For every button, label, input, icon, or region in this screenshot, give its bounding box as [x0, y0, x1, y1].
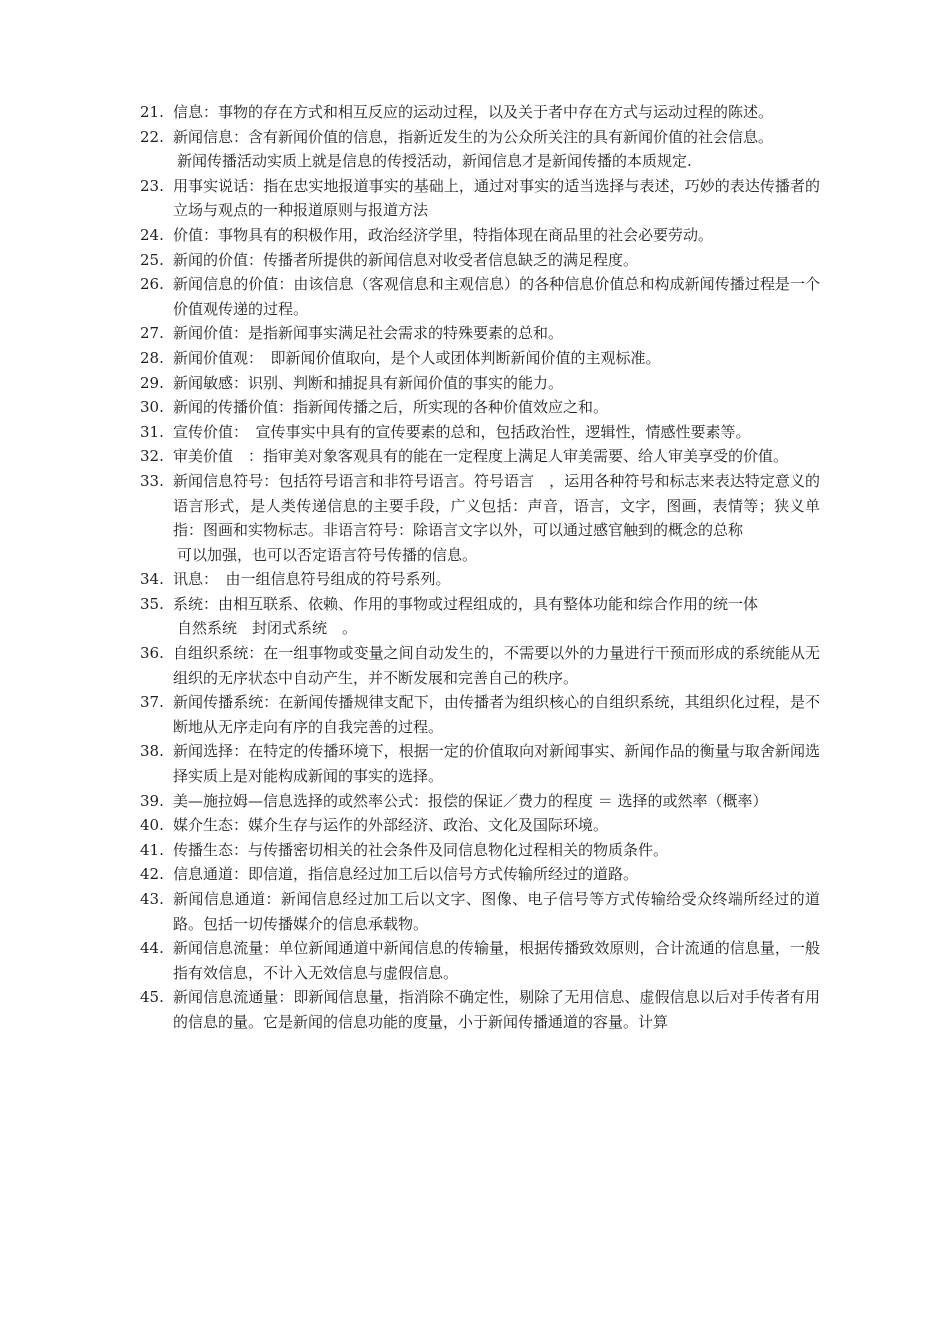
entry-number: 34. [140, 570, 164, 589]
entry-text: 新闻价值观： 即新闻价值取向，是个人或团体判断新闻价值的主观标准。 [173, 348, 661, 367]
entry-text: 新闻信息：含有新闻价值的信息，指新近发生的为公众所关注的具有新闻价值的社会信息。 [173, 127, 774, 146]
entry-text: 新闻价值：是指新闻事实满足社会需求的特殊要素的总和。 [173, 324, 564, 343]
entry-number: 26. [140, 275, 164, 294]
entry-text: 讯息： 由一组信息符号组成的符号系列。 [173, 570, 451, 589]
entry-number: 33. [140, 471, 164, 490]
entry-number: 27. [140, 324, 164, 343]
definition-entry [140, 567, 820, 592]
entry-text: 新闻传播系统：在新闻传播规律支配下，由传播者为组织核心的自组织系统，其组织化过程，是不断地从无序走向有序的自我完善的过程。 [173, 693, 820, 736]
definition-entry [140, 739, 820, 788]
definition-entry [140, 125, 820, 150]
definition-entry [140, 887, 820, 936]
entry-number: 30. [140, 398, 164, 417]
entry-number: 45. [140, 988, 164, 1007]
entry-text: 新闻信息的价值：由该信息（客观信息和主观信息）的各种信息价值总和构成新闻传播过程是一个价值观传递的过程。 [173, 275, 820, 318]
entry-text: 价值：事物具有的积极作用，政治经济学里，特指体现在商品里的社会必要劳动。 [173, 225, 714, 244]
entry-text: 媒介生态：媒介生存与运作的外部经济、政治、文化及国际环境。 [173, 816, 609, 835]
definition-entry [140, 371, 820, 396]
definition-entry [140, 641, 820, 690]
continuation-paragraph: 可以加强，也可以否定语言符号传播的信息。 [177, 545, 478, 564]
entry-number: 28. [140, 348, 164, 367]
definition-entry [140, 100, 820, 125]
entry-text: 审美价值 ：指审美对象客观具有的能在一定程度上满足人审美需要、给人审美享受的价值。 [173, 447, 789, 466]
definition-entry [140, 690, 820, 739]
entry-text: 新闻选择：在特定的传播环境下，根据一定的价值取向对新闻事实、新闻作品的衡量与取舍新闻选择实质上是对能构成新闻的事实的选择。 [173, 742, 820, 786]
definition-entry [140, 346, 820, 371]
definition-entry [140, 174, 820, 223]
entry-text: 新闻信息通道：新闻信息经过加工后以文字、图像、电子信号等方式传输给受众终端所经过的道路。包括一切传播媒介的信息承载物。 [173, 890, 820, 933]
entry-text: 新闻的价值：传播者所提供的新闻信息对收受者信息缺乏的满足程度。 [173, 250, 639, 269]
entry-number: 23. [140, 176, 164, 195]
entry-text: 用事实说话：指在忠实地报道事实的基础上，通过对事实的适当选择与表述，巧妙的表达传播者的立场与观点的一种报道原则与报道方法 [173, 176, 820, 220]
definition-entry [140, 838, 820, 863]
definition-entry [140, 444, 820, 469]
definition-entry [140, 223, 820, 248]
entry-number: 31. [140, 422, 164, 441]
entry-text: 宣传价值： 宣传事实中具有的宣传要素的总和，包括政治性，逻辑性，情感性要素等。 [173, 422, 751, 441]
entry-text: 新闻信息流通量：即新闻信息量，指消除不确定性，剔除了无用信息、虚假信息以后对手传者有用的信息的量。它是新闻的信息功能的度量，小于新闻传播通道的容量。计算 [173, 988, 820, 1031]
entry-number: 25. [140, 250, 164, 269]
entry-text: 新闻敏感：识别、判断和捕捉具有新闻价值的事实的能力。 [173, 373, 564, 392]
definition-entry [140, 248, 820, 273]
entry-text: 信息：事物的存在方式和相互反应的运动过程，以及关于者中存在方式与运动过程的陈述。 [173, 103, 774, 121]
entry-number: 38. [140, 742, 164, 761]
entry-text: 新闻的传播价值：指新闻传播之后，所实现的各种价值效应之和。 [173, 398, 609, 417]
entry-number: 22. [140, 127, 164, 146]
entry-number: 41. [140, 840, 164, 859]
entry-number: 42. [140, 865, 164, 884]
entry-number: 21. [140, 103, 164, 121]
entry-number: 40. [140, 816, 164, 835]
definition-list [140, 100, 820, 1035]
definition-entry [140, 813, 820, 838]
entry-text: 新闻信息符号：包括符号语言和非符号语言。符号语言 ，运用各种符号和标志来表达特定意义的语言形式，是人类传递信息的主要手段，广义包括：声音，语言，文字，图画，表情等；狭义单指：图画和实物标志。非语言符号：除语言文字以外，可以通过感官触到的概念的总称 [173, 471, 820, 540]
definition-entry [140, 936, 820, 985]
definition-entry [140, 469, 820, 543]
entry-text: 信息通道：即信道，指信息经过加工后以信号方式传输所经过的道路。 [173, 865, 639, 884]
definition-entry [140, 272, 820, 321]
entry-text: 美—施拉姆—信息选择的或然率公式：报偿的保证／费力的程度 ＝ 选择的或然率（概率） [173, 791, 768, 810]
definition-entry [140, 592, 820, 617]
entry-number: 36. [140, 644, 164, 663]
entry-number: 44. [140, 939, 164, 958]
entry-number: 37. [140, 693, 164, 712]
entry-text: 传播生态：与传播密切相关的社会条件及同信息物化过程相关的物质条件。 [173, 840, 669, 859]
entry-number: 29. [140, 373, 164, 392]
definition-entry [140, 420, 820, 445]
definition-entry [140, 862, 820, 887]
entry-text: 系统：由相互联系、依赖、作用的事物或过程组成的，具有整体功能和综合作用的统一体 [173, 594, 759, 613]
definition-entry [140, 789, 820, 814]
entry-number: 24. [140, 225, 164, 244]
entry-number: 35. [140, 594, 164, 613]
continuation-paragraph: 自然系统 封闭式系统 。 [177, 619, 358, 638]
entry-text: 自组织系统：在一组事物或变量之间自动发生的，不需要以外的力量进行干预而形成的系统能从无组织的无序状态中自动产生，并不断发展和完善自己的秩序。 [173, 644, 820, 687]
continuation-paragraph: 新闻传播活动实质上就是信息的传授活动，新闻信息才是新闻传播的本质规定. [177, 152, 692, 171]
entry-number: 32. [140, 447, 164, 466]
entry-text: 新闻信息流量：单位新闻通道中新闻信息的传输量，根据传播致效原则，合计流通的信息量，一般指有效信息，不计入无效信息与虚假信息。 [173, 939, 820, 982]
definition-entry [140, 395, 820, 420]
definition-entry [140, 321, 820, 346]
entry-number: 39. [140, 791, 164, 810]
entry-number: 43. [140, 890, 164, 908]
definition-entry [140, 985, 820, 1034]
